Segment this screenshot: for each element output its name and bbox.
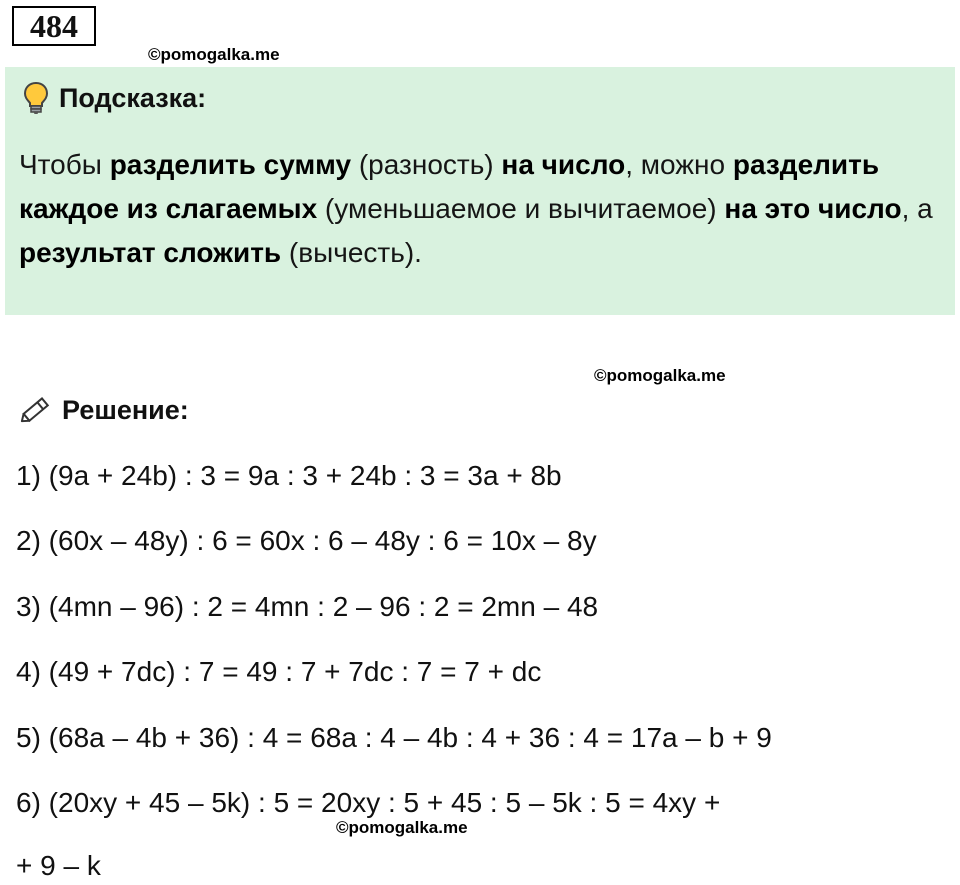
solution-title: Решение: xyxy=(62,394,189,425)
watermark-middle: ©pomogalka.me xyxy=(594,366,726,385)
task-number: 484 xyxy=(12,6,96,46)
solution-heading xyxy=(18,393,189,427)
solution-line-1: 1) (9a + 24b) : 3 = 9a : 3 + 24b : 3 = 3a + 8b xyxy=(16,460,562,491)
watermark-bottom: ©pomogalka.me xyxy=(336,818,468,837)
hint-text-run: Чтобы xyxy=(19,149,110,180)
hint-text-run: , можно xyxy=(625,149,733,180)
solution-line-6: 6) (20xy + 45 – 5k) : 5 = 20xy : 5 + 45 : 5 – 5k : 5 = 4xy + xyxy=(16,787,721,818)
hint-text-run: (уменьшаемое и вычитаемое) xyxy=(317,193,725,224)
hint-bold-phrase: результат сложить xyxy=(19,237,282,268)
hint-box xyxy=(5,67,955,315)
hint-text-run: (вычесть). xyxy=(281,237,422,268)
hint-bold-phrase: на число xyxy=(501,149,626,180)
hint-text-run: , а xyxy=(901,193,933,224)
lightbulb-icon xyxy=(23,81,49,115)
hint-text xyxy=(19,143,939,275)
hint-heading xyxy=(23,81,206,115)
hint-title: Подсказка: xyxy=(59,82,207,113)
solution-line-2: 2) (60x – 48y) : 6 = 60x : 6 – 48y : 6 = 10x – 8y xyxy=(16,525,597,556)
solution-line-3: 3) (4mn – 96) : 2 = 4mn : 2 – 96 : 2 = 2mn – 48 xyxy=(16,591,599,622)
hint-text-run: (разность) xyxy=(351,149,502,180)
solution-line-4: 4) (49 + 7dc) : 7 = 49 : 7 + 7dc : 7 = 7 + dc xyxy=(16,656,542,687)
solution-line-7: + 9 – k xyxy=(16,850,101,881)
pencil-icon xyxy=(18,394,54,426)
hint-bold-phrase: разделить сумму xyxy=(109,149,352,180)
watermark-top: ©pomogalka.me xyxy=(148,45,280,64)
solution-line-5: 5) (68a – 4b + 36) : 4 = 68a : 4 – 4b : 4 + 36 : 4 = 17a – b + 9 xyxy=(16,722,772,753)
hint-bold-phrase: на это число xyxy=(724,193,902,224)
hint-bold-phrase: разделить каждое из слагаемых xyxy=(19,149,880,224)
